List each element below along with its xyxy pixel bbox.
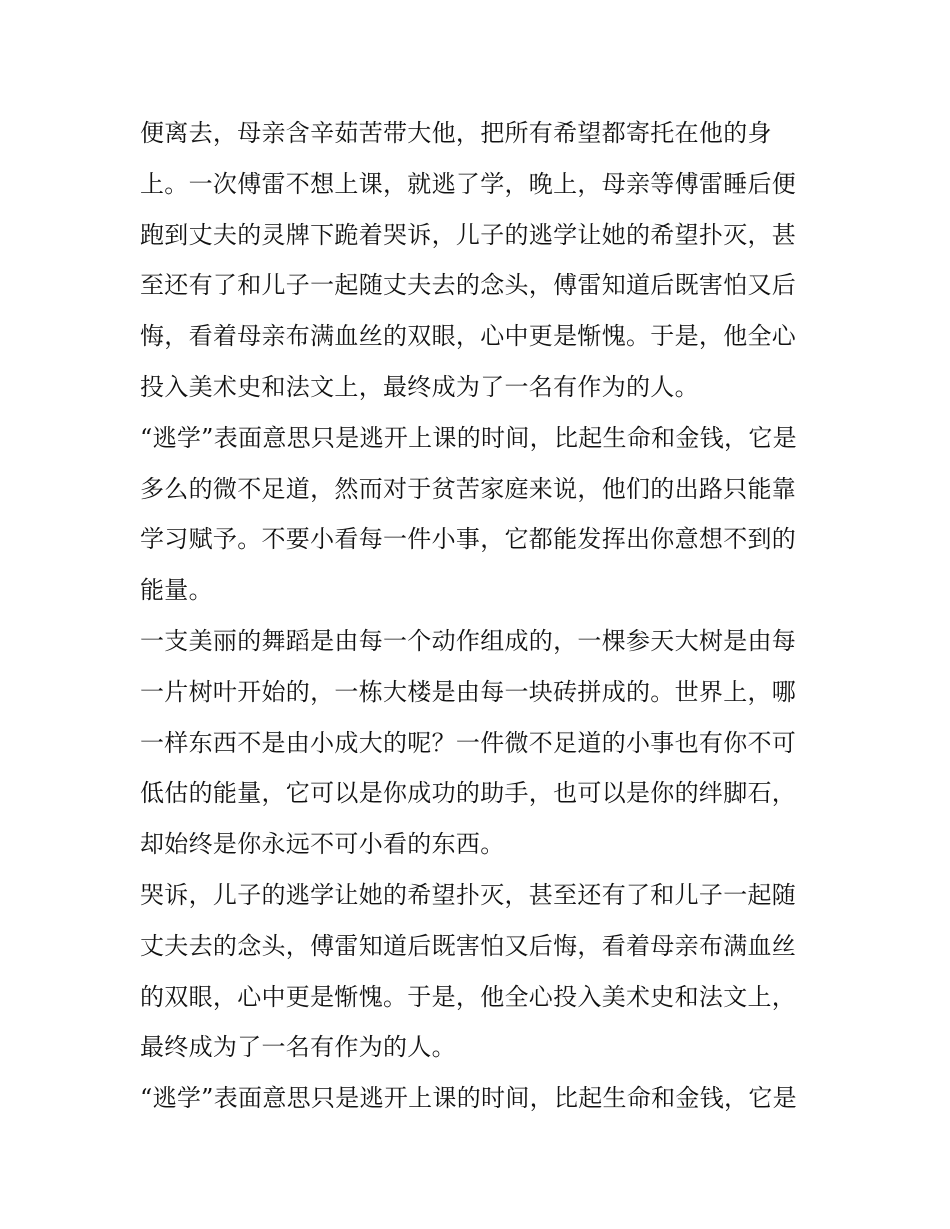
text-line-14: 低估的能量，它可以是你成功的助手，也可以是你的绊脚石，	[140, 779, 797, 808]
text-line-8: 多么的微不足道，然而对于贫苦家庭来说，他们的出路只能靠	[140, 474, 797, 503]
text-line-7: “逃学”表面意思只是逃开上课的时间，比起生命和金钱，它是	[140, 423, 797, 452]
text-line-18: 的双眼，心中更是惭愧。于是，他全心投入美术史和法文上，	[140, 982, 797, 1011]
document-body	[140, 108, 812, 1124]
text-line-20: “逃学”表面意思只是逃开上课的时间，比起生命和金钱，它是	[140, 1084, 797, 1113]
text-line-17: 丈夫去的念头，傅雷知道后既害怕又后悔，看着母亲布满血丝	[140, 931, 797, 960]
text-line-1: 便离去，母亲含辛茹苦带大他，把所有希望都寄托在他的身	[140, 119, 772, 147]
text-line-6: 投入美术史和法文上，最终成为了一名有作为的人。	[140, 372, 699, 401]
text-line-5: 悔，看着母亲布满血丝的双眼，心中更是惭愧。于是，他全心	[140, 322, 797, 351]
text-line-4: 至还有了和儿子一起随丈夫去的念头，傅雷知道后既害怕又后	[140, 271, 797, 300]
text-line-9: 学习赋予。不要小看每一件小事，它都能发挥出你意想不到的	[140, 525, 797, 554]
text-line-2: 上。一次傅雷不想上课，就逃了学，晚上，母亲等傅雷睡后便	[140, 169, 797, 198]
text-line-3: 跑到丈夫的灵牌下跪着哭诉，儿子的逃学让她的希望扑灭，甚	[140, 220, 797, 249]
text-line-15: 却始终是你永远不可小看的东西。	[140, 830, 505, 859]
text-line-11: 一支美丽的舞蹈是由每一个动作组成的，一棵参天大树是由每	[140, 626, 797, 655]
text-line-13: 一样东西不是由小成大的呢？一件微不足道的小事也有你不可	[140, 728, 797, 757]
text-line-16: 哭诉，儿子的逃学让她的希望扑灭，甚至还有了和儿子一起随	[140, 880, 797, 909]
text-line-12: 一片树叶开始的，一栋大楼是由每一块砖拼成的。世界上，哪	[140, 677, 797, 706]
text-line-10: 能量。	[140, 576, 213, 605]
text-line-19: 最终成为了一名有作为的人。	[140, 1033, 456, 1062]
